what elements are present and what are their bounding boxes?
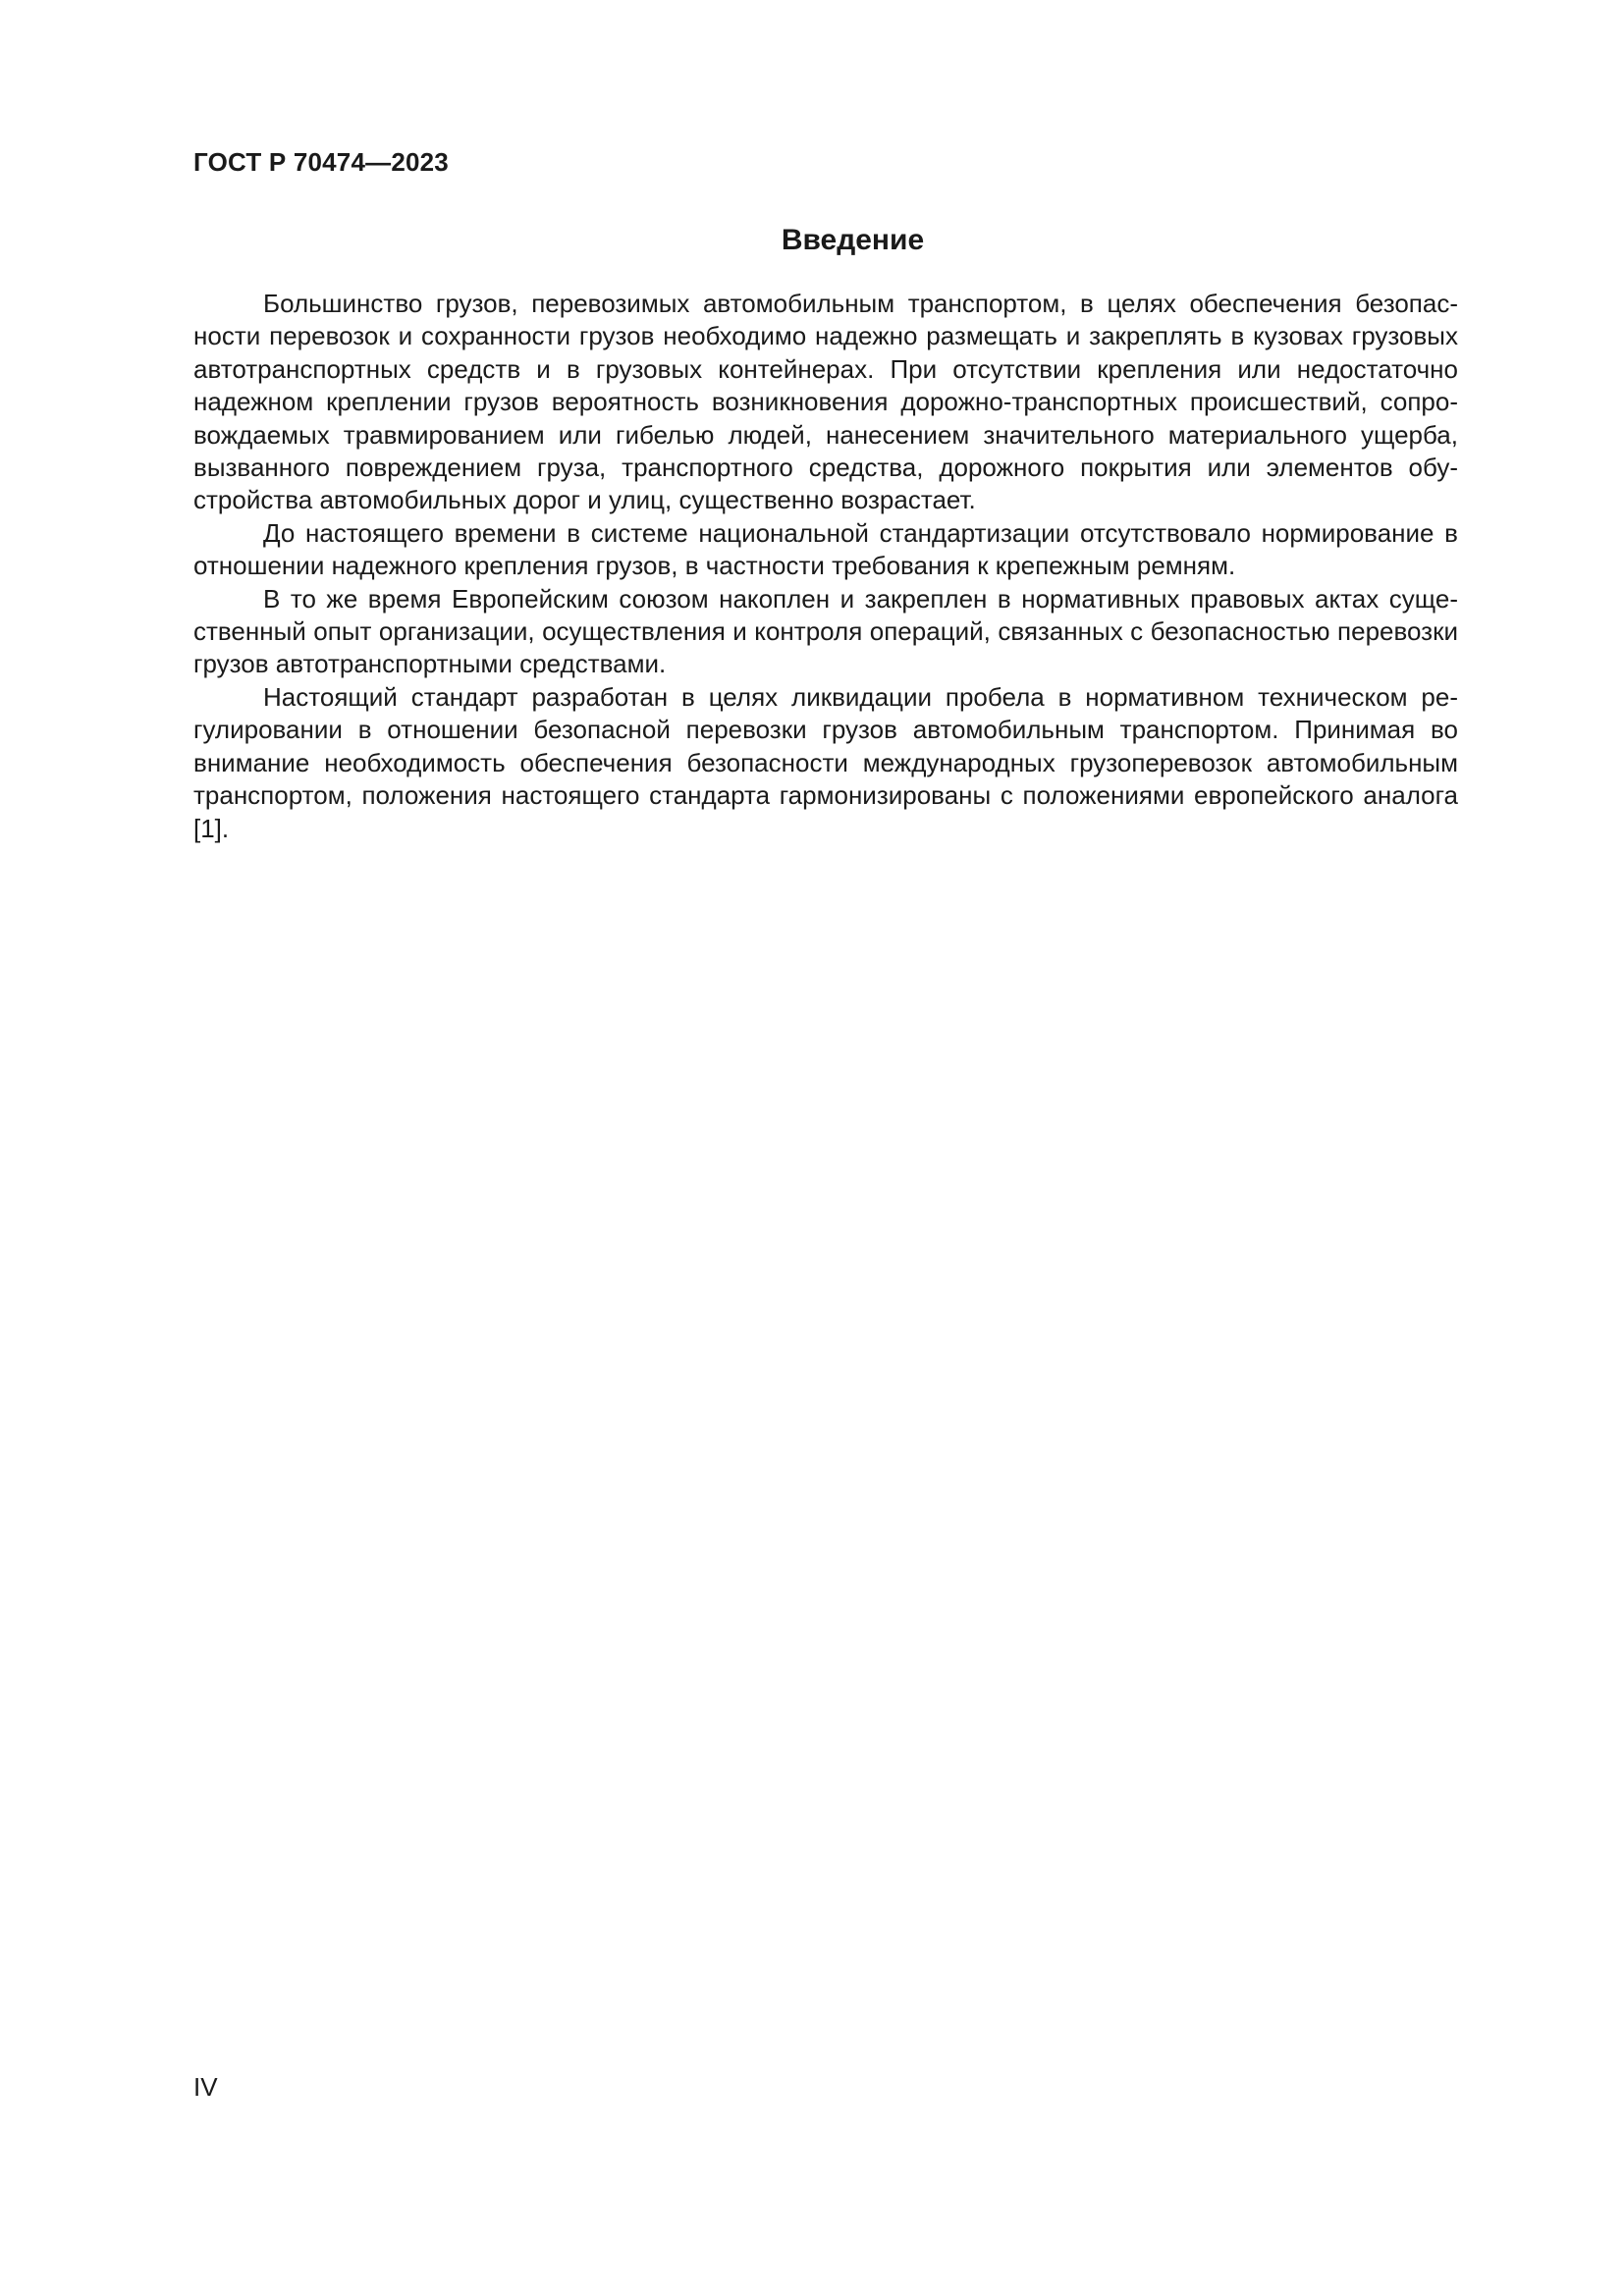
- page-number: IV: [193, 2072, 218, 2102]
- section-title: Введение: [781, 224, 925, 256]
- section-body: [193, 288, 1458, 845]
- paragraph: Большинство грузов, перевозимых автомобильным транспортом, в целях обеспечения безопасности перевозок и сохранности грузов необходимо надежно размещать и закреплять в кузовах грузовых автотранспортных средств и в грузовых контейнерах. При отсутствии крепления или недостаточно надежном креплении грузов вероятность возникновения дорожно-транспортных происшествий, сопровождаемых травмированием или гибелью людей, нанесением значительного материального ущерба, вызванного повреждением груза, транспортного средства, дорожного покрытия или элементов обустройства автомобильных дорог и улиц, существенно возрастает.: [193, 289, 1458, 515]
- standard-code-header: ГОСТ Р 70474—2023: [193, 147, 449, 177]
- paragraph: В то же время Европейским союзом накоплен и закреплен в нормативных правовых актах существенный опыт организации, осуществления и контроля операций, связанных с безопасностью перевозки грузов автотранспортными средствами.: [193, 583, 1458, 679]
- paragraph: До настоящего времени в системе национальной стандартизации отсутствовало нормирование в отношении надежного крепления грузов, в частности требования к крепежным ремням.: [193, 517, 1458, 581]
- paragraph: Настоящий стандарт разработан в целях ликвидации пробела в нормативном техническом регулировании в отношении безопасной перевозки грузов автомобильным транспортом. Принимая во внимание необходимость обеспечения безопасности международных грузоперевозок автомобильным транспортом, положения настоящего стандарта гармонизированы с положениями европейского аналога [1].: [193, 681, 1458, 843]
